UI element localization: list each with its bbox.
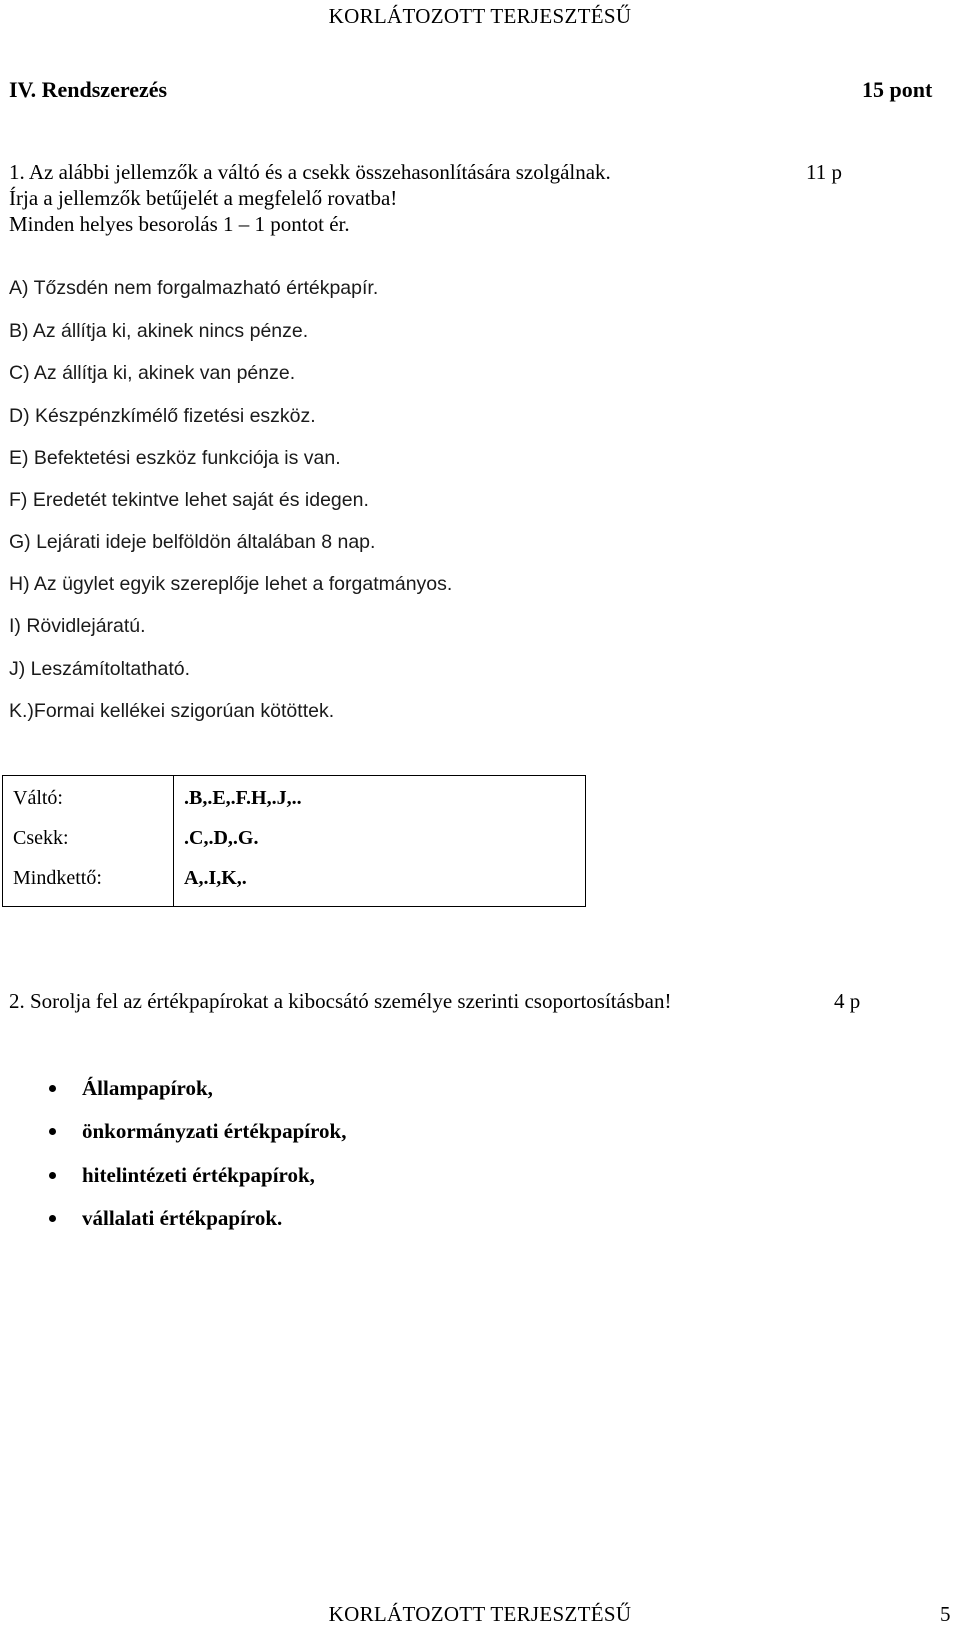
page-number: 5 bbox=[940, 1602, 951, 1626]
table-row-value: .B,.E,.F.H,.J,.. bbox=[184, 787, 302, 809]
list-item: I) Rövidlejáratú. bbox=[9, 615, 146, 637]
table-row-label: Váltó: bbox=[3, 776, 174, 819]
question-2-text: 2. Sorolja fel az értékpapírokat a kibocsátó személye szerinti csoportosításban! bbox=[9, 989, 672, 1013]
answer-text: hitelintézeti értékpapírok, bbox=[82, 1163, 315, 1187]
question-1-scoring: Minden helyes besorolás 1 – 1 pontot ér. bbox=[9, 212, 350, 236]
list-item: J) Leszámítoltatható. bbox=[9, 658, 191, 680]
list-item: K.)Formai kellékei szigorúan kötöttek. bbox=[9, 700, 335, 722]
table-row-label: Csekk: bbox=[3, 818, 174, 858]
question-2-points: 4 p bbox=[834, 989, 861, 1013]
question-1-instruction: Írja a jellemzők betűjelét a megfelelő rovatba! bbox=[9, 186, 398, 210]
bullet-icon bbox=[49, 1215, 56, 1222]
answer-text: vállalati értékpapírok. bbox=[82, 1206, 283, 1230]
list-item bbox=[0, 1119, 500, 1145]
list-item bbox=[0, 1163, 500, 1189]
list-item bbox=[0, 1206, 500, 1232]
table-row-label: Mindkettő: bbox=[3, 858, 174, 907]
table-row bbox=[3, 858, 586, 907]
list-item: G) Lejárati ideje belföldön általában 8 nap. bbox=[9, 531, 376, 553]
list-item: H) Az ügylet egyik szereplője lehet a forgatmányos. bbox=[9, 573, 453, 595]
answer-text: önkormányzati értékpapírok, bbox=[82, 1119, 347, 1143]
list-item: A) Tőzsdén nem forgalmazható értékpapír. bbox=[9, 277, 379, 299]
table-row bbox=[3, 818, 586, 858]
list-item: E) Befektetési eszköz funkciója is van. bbox=[9, 447, 341, 469]
answer-table bbox=[2, 775, 586, 907]
question-1-text: 1. Az alábbi jellemzők a váltó és a csekk összehasonlítására szolgálnak. bbox=[9, 160, 611, 184]
page-header: KORLÁTOZOTT TERJESZTÉSŰ bbox=[328, 4, 632, 28]
list-item: B) Az állítja ki, akinek nincs pénze. bbox=[9, 320, 309, 342]
bullet-icon bbox=[49, 1172, 56, 1179]
section-points: 15 pont bbox=[862, 77, 933, 102]
list-item: F) Eredetét tekintve lehet saját és idegen. bbox=[9, 489, 369, 511]
answer-text: Állampapírok, bbox=[82, 1076, 213, 1100]
table-row-value: .C,.D,.G. bbox=[184, 827, 259, 849]
page-footer: KORLÁTOZOTT TERJESZTÉSŰ bbox=[328, 1602, 632, 1626]
list-item: D) Készpénzkímélő fizetési eszköz. bbox=[9, 405, 316, 427]
section-title: IV. Rendszerezés bbox=[9, 77, 168, 102]
list-item: C) Az állítja ki, akinek van pénze. bbox=[9, 362, 296, 384]
table-row bbox=[3, 776, 586, 819]
bullet-icon bbox=[49, 1085, 56, 1092]
bullet-icon bbox=[49, 1128, 56, 1135]
question-1-points: 11 p bbox=[806, 160, 842, 184]
list-item bbox=[0, 1076, 500, 1102]
table-row-value: A,.I,K,. bbox=[184, 867, 247, 889]
